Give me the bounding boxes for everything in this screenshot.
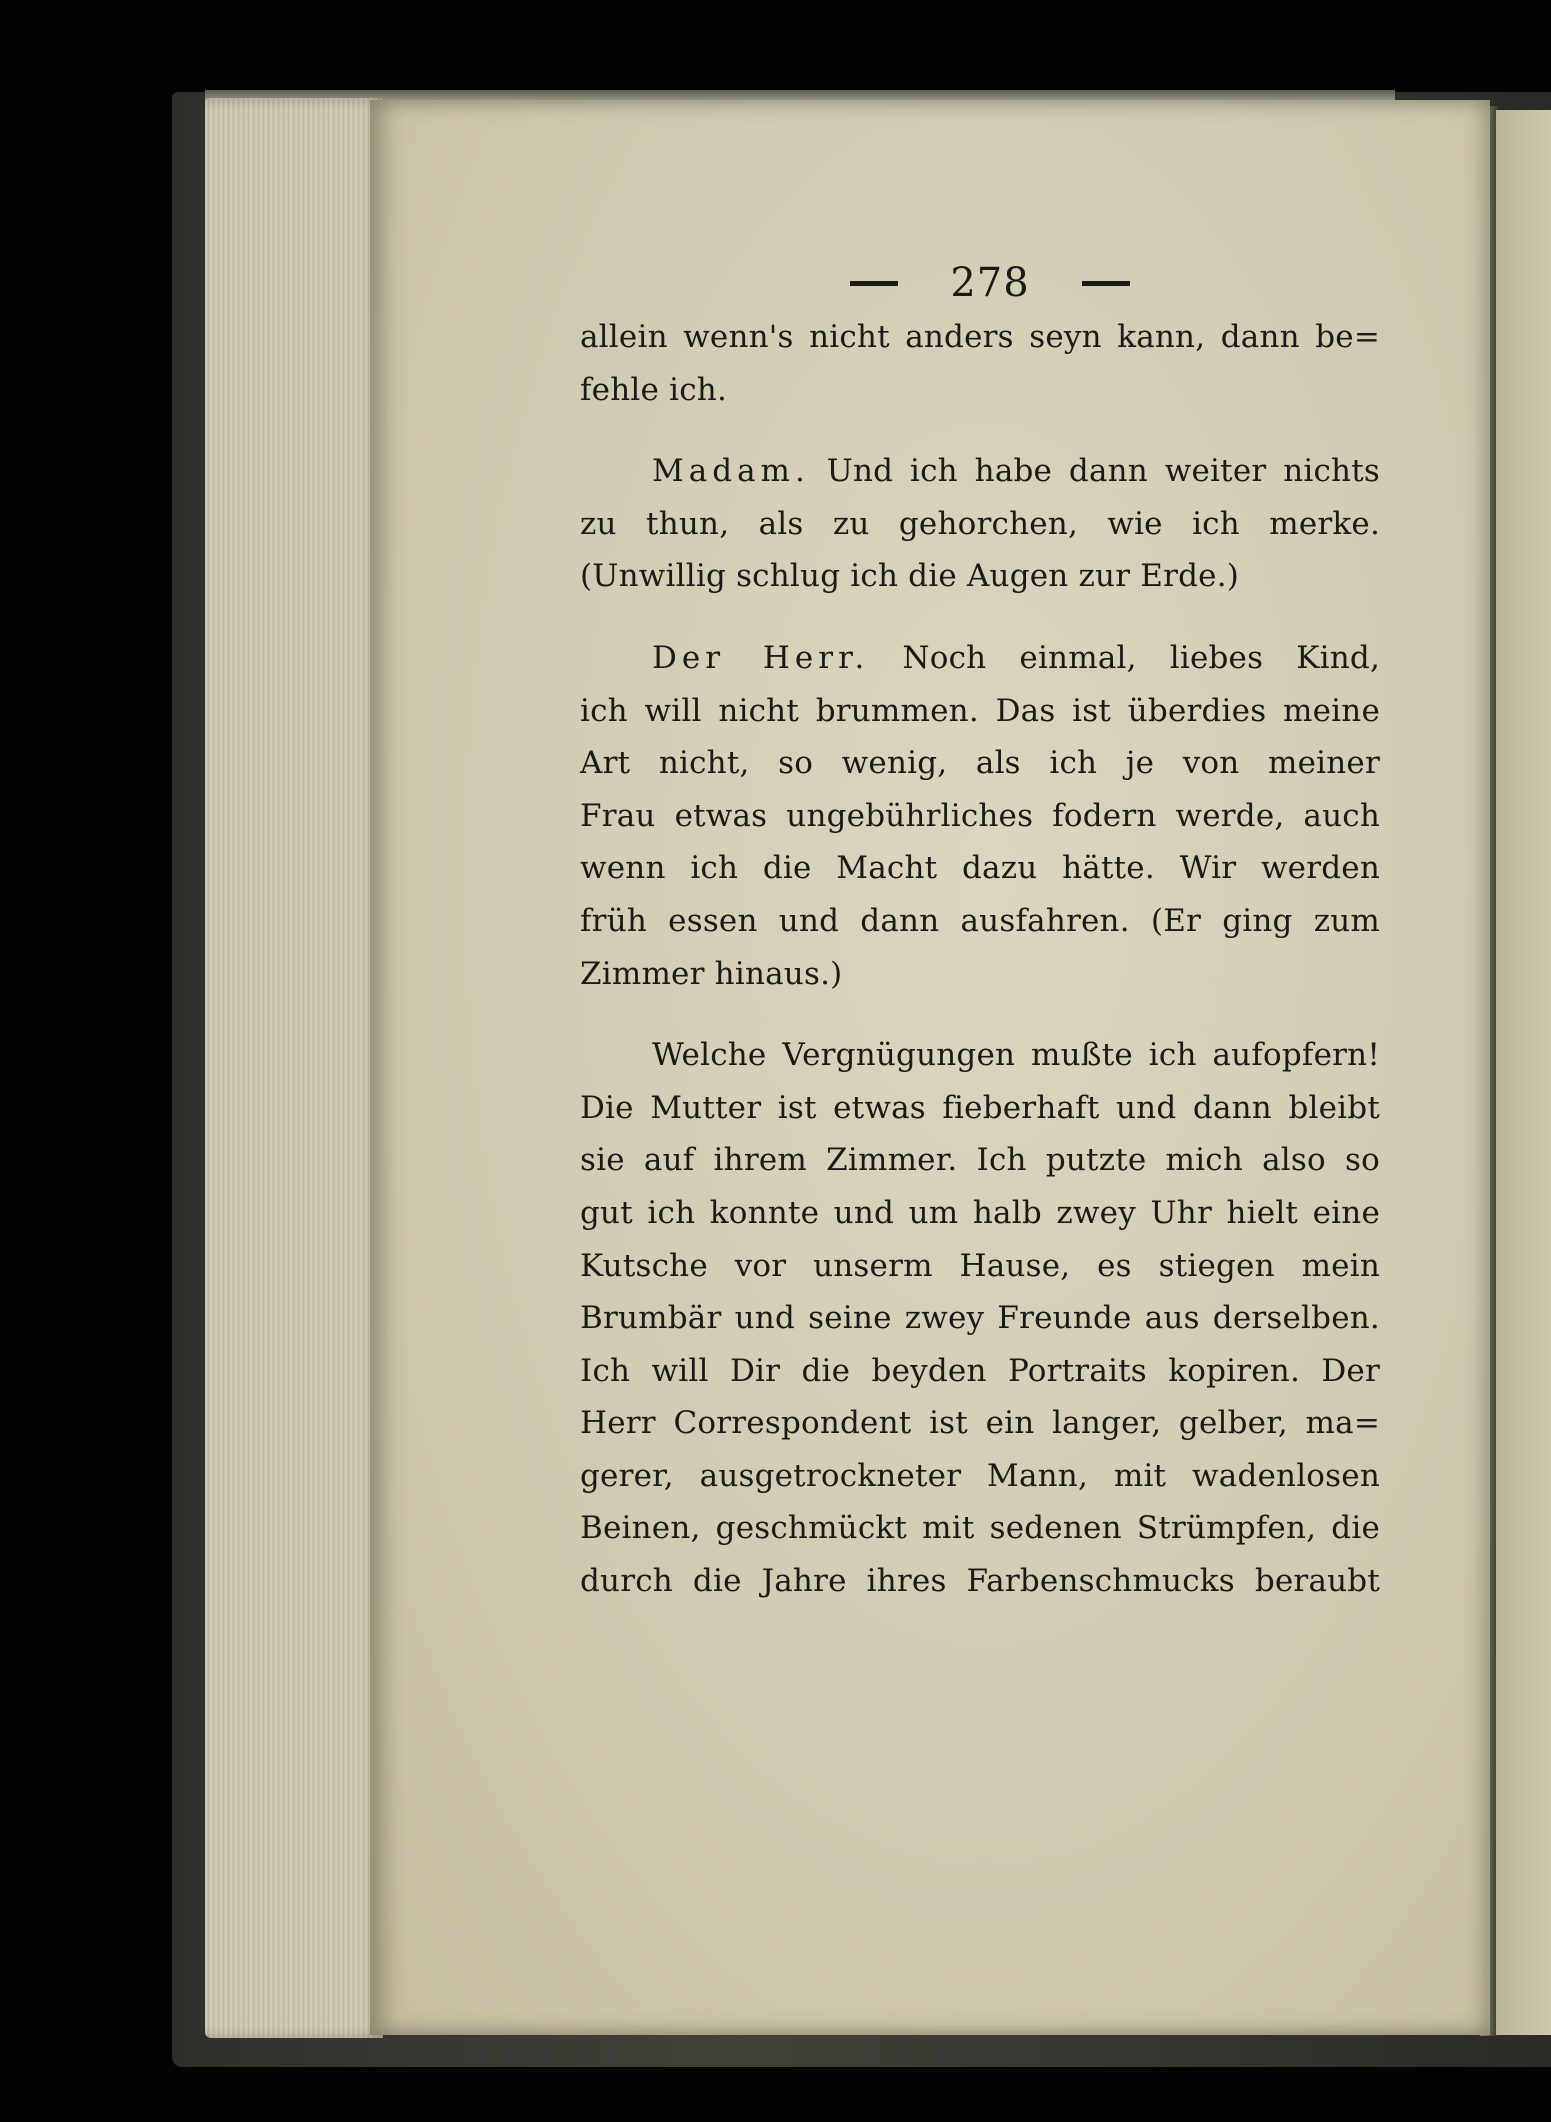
- page-number: 278: [950, 260, 1030, 306]
- facing-page: [1496, 110, 1551, 2035]
- page-edges: [205, 98, 383, 2038]
- page-text: [580, 255, 1380, 1608]
- text-line: wenn ich die Macht dazu hätte. Wir werden: [580, 850, 1380, 887]
- text-line: (Unwillig schlug ich die Augen zur Erde.): [580, 558, 1240, 595]
- text-line: zu thun, als zu gehorchen, wie ich merke.: [580, 505, 1380, 542]
- text-line: [580, 445, 1380, 498]
- text-line: Frau etwas ungebührliches fodern werde, auch: [580, 797, 1380, 834]
- text-line: Welche Vergnügungen mußte ich aufopfern!: [652, 1037, 1380, 1074]
- text-line: Die Mutter ist etwas fieberhaft und dann bleibt: [580, 1089, 1380, 1126]
- paragraph-gap: [580, 1000, 1380, 1029]
- line-rest: Noch einmal, liebes Kind,: [869, 639, 1380, 676]
- text-line: Brumbär und seine zwey Freunde aus derselben.: [580, 1300, 1380, 1337]
- text-line: allein wenn's nicht anders seyn kann, dann be=: [580, 319, 1380, 355]
- text-line: gerer, ausgetrockneter Mann, mit wadenlosen: [580, 1457, 1380, 1494]
- text-line: ich will nicht brummen. Das ist überdies meine: [580, 692, 1380, 729]
- text-line: Ich will Dir die beyden Portraits kopiren. Der: [580, 1352, 1380, 1389]
- text-line: gut ich konnte und um halb zwey Uhr hielt eine: [580, 1194, 1380, 1231]
- text-line: Kutsche vor unserm Hause, es stiegen mein: [580, 1247, 1380, 1284]
- text-line: sie auf ihrem Zimmer. Ich putzte mich also so: [580, 1142, 1380, 1179]
- text-line: früh essen und dann ausfahren. (Er ging zum: [580, 902, 1380, 939]
- paragraph-gap: [580, 416, 1380, 445]
- text-line: Beinen, geschmückt mit sedenen Strümpfen, die: [580, 1510, 1380, 1547]
- speaker-name: Madam.: [652, 453, 810, 490]
- text-line: Art nicht, so wenig, als ich je von meiner: [580, 745, 1380, 782]
- text-line: Zimmer hinaus.): [580, 955, 843, 992]
- page-header: [600, 255, 1380, 311]
- paragraph-gap: [580, 603, 1380, 632]
- text-line: durch die Jahre ihres Farbenschmucks beraubt: [580, 1563, 1380, 1600]
- header-dash-left: [850, 281, 898, 286]
- header-dash-right: [1082, 281, 1130, 286]
- speaker-name: Der Herr.: [652, 639, 870, 676]
- text-line: [580, 632, 1380, 685]
- line-rest: Und ich habe dann weiter nichts: [809, 453, 1380, 490]
- text-line: fehle ich.: [580, 371, 727, 408]
- text-line: Herr Correspondent ist ein langer, gelber, ma=: [580, 1405, 1380, 1442]
